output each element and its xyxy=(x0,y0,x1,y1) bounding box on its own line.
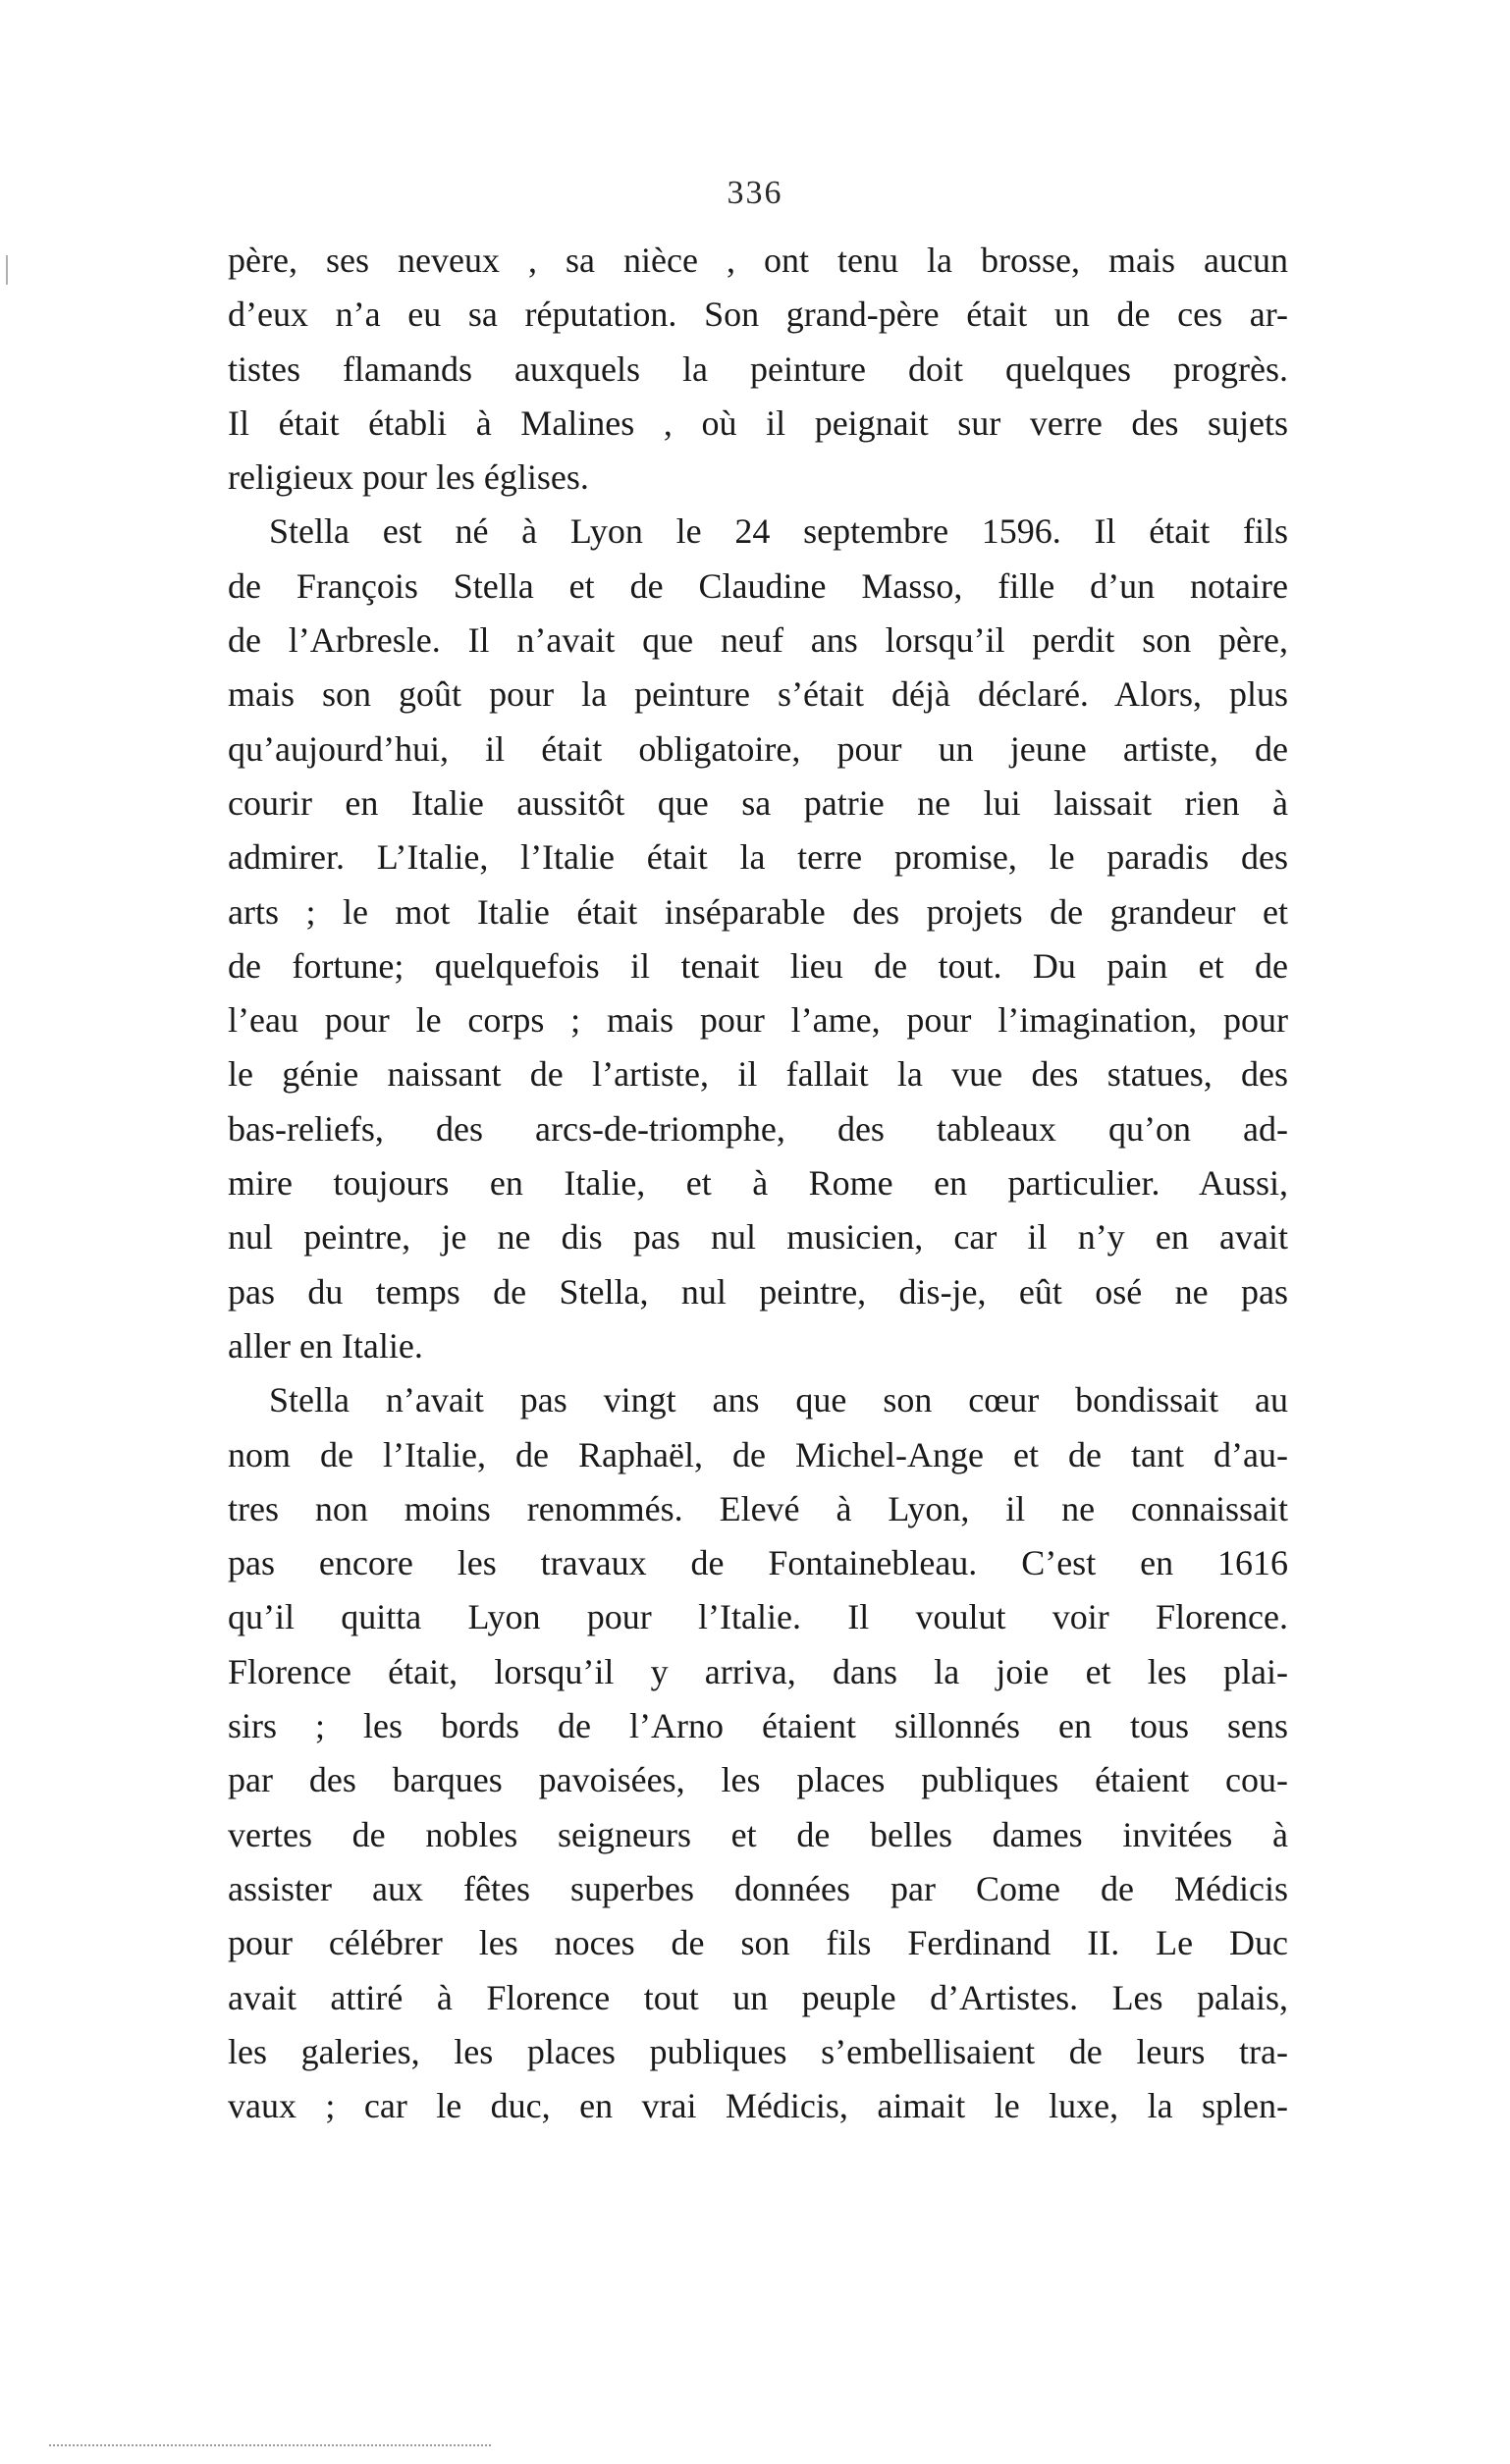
page-number: 336 xyxy=(727,175,783,211)
text-line: Stella n’avait pas vingt ans que son cœur bondissait au xyxy=(269,1380,1288,1420)
text-line: mire toujours en Italie, et à Rome en particulier. Aussi, xyxy=(228,1163,1288,1204)
text-line: de l’Arbresle. Il n’avait que neuf ans lorsqu’il perdit son père, xyxy=(228,620,1288,661)
text-line: père, ses neveux , sa nièce , ont tenu la brosse, mais aucun xyxy=(228,241,1288,280)
text-line: mais son goût pour la peinture s’était déjà déclaré. Alors, plus xyxy=(228,674,1288,715)
text-line: vaux ; car le duc, en vrai Médicis, aimait le luxe, la splen- xyxy=(228,2086,1288,2126)
text-line: qu’il quitta Lyon pour l’Italie. Il voulut voir Florence. xyxy=(228,1597,1288,1637)
text-line: tistes flamands auxquels la peinture doit quelques progrès. xyxy=(228,348,1288,389)
text-line: religieux pour les églises. xyxy=(228,457,589,498)
body-text xyxy=(228,234,1288,2133)
text-line: le génie naissant de l’artiste, il fallait la vue des statues, des xyxy=(228,1054,1288,1095)
text-line: admirer. L’Italie, l’Italie était la terre promise, le paradis des xyxy=(228,837,1288,878)
text-line: par des barques pavoisées, les places publiques étaient cou- xyxy=(228,1760,1288,1800)
text-line: vertes de nobles seigneurs et de belles dames invitées à xyxy=(228,1814,1288,1854)
text-line: pas encore les travaux de Fontainebleau. C’est en 1616 xyxy=(228,1543,1288,1583)
text-line: bas-reliefs, des arcs-de-triomphe, des tableaux qu’on ad- xyxy=(228,1108,1288,1149)
text-line: d’eux n’a eu sa réputation. Son grand-père était un de ces ar- xyxy=(228,295,1288,335)
text-line: l’eau pour le corps ; mais pour l’ame, pour l’imagination, pour xyxy=(228,1000,1288,1041)
text-line: sirs ; les bords de l’Arno étaient sillonnés en tous sens xyxy=(228,1706,1288,1746)
text-line: nul peintre, je ne dis pas nul musicien, car il n’y en avait xyxy=(228,1217,1288,1258)
text-line: tres non moins renommés. Elevé à Lyon, il ne connaissait xyxy=(228,1488,1288,1528)
text-line: aller en Italie. xyxy=(228,1325,423,1366)
text-line: de fortune; quelquefois il tenait lieu de tout. Du pain et de xyxy=(228,945,1288,986)
bottom-scan-marks xyxy=(49,2444,491,2452)
margin-mark xyxy=(6,255,8,285)
text-line: les galeries, les places publiques s’embellisaient de leurs tra- xyxy=(228,2031,1288,2071)
text-line: avait attiré à Florence tout un peuple d’Artistes. Les palais, xyxy=(228,1977,1288,2017)
text-line: Florence était, lorsqu’il y arriva, dans la joie et les plai- xyxy=(228,1651,1288,1691)
text-line: Stella est né à Lyon le 24 septembre 1596. Il était fils xyxy=(269,511,1288,552)
text-line: assister aux fêtes superbes données par Come de Médicis xyxy=(228,1868,1288,1908)
text-line: pour célébrer les noces de son fils Ferdinand II. Le Duc xyxy=(228,1923,1288,1963)
text-line: Il était établi à Malines , où il peignait sur verre des sujets xyxy=(228,402,1288,443)
text-line: courir en Italie aussitôt que sa patrie ne lui laissait rien à xyxy=(228,782,1288,823)
text-line: arts ; le mot Italie était inséparable des projets de grandeur et xyxy=(228,891,1288,932)
text-line: nom de l’Italie, de Raphaël, de Michel-Ange et de tant d’au- xyxy=(228,1434,1288,1474)
text-line: qu’aujourd’hui, il était obligatoire, pour un jeune artiste, de xyxy=(228,728,1288,769)
text-line: de François Stella et de Claudine Masso, fille d’un notaire xyxy=(228,565,1288,606)
text-line: pas du temps de Stella, nul peintre, dis-je, eût osé ne pas xyxy=(228,1271,1288,1312)
